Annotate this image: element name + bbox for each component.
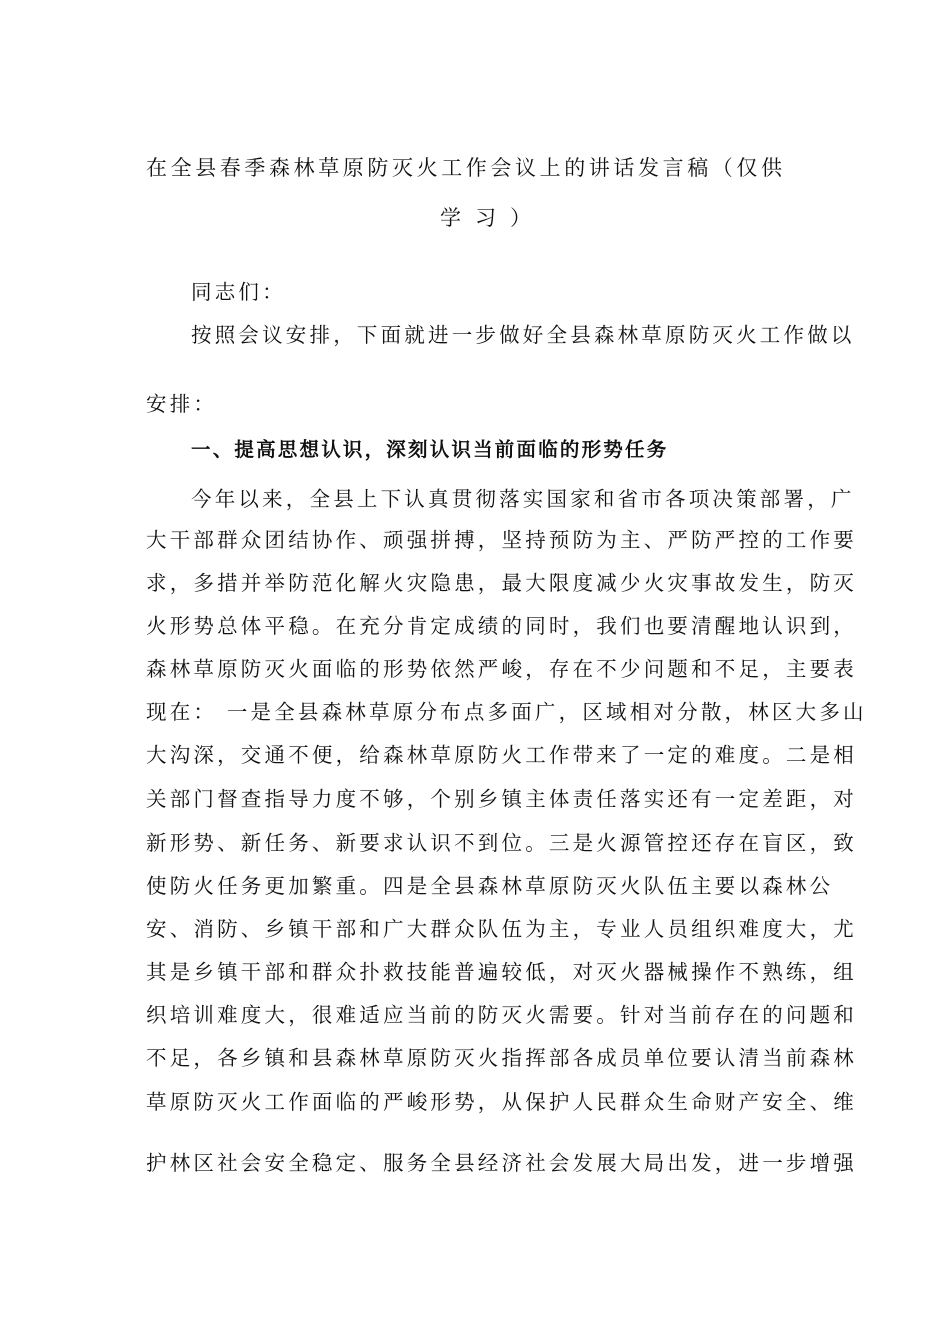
- document-title-line1: 在全县春季森林草原防灭火工作会议上的讲话发言稿（仅供: [146, 156, 786, 180]
- body-line: 大干部群众团结协作、顽强拼搏，坚持预防为主、严防严控的工作要: [146, 528, 857, 552]
- body-line: 护林区社会安全稳定、服务全县经济社会发展大局出发，进一步增强: [146, 1151, 857, 1175]
- body-line: 求，多措并举防范化解火灾隐患，最大限度减少火灾事故发生，防灭: [146, 571, 857, 595]
- body-line: 火形势总体平稳。在充分肯定成绩的同时，我们也要清醒地认识到，: [146, 614, 857, 638]
- body-line: 森林草原防灭火面临的形势依然严峻，存在不少问题和不足，主要表: [146, 657, 857, 681]
- body-line: 安、消防、乡镇干部和广大群众队伍为主，专业人员组织难度大，尤: [146, 917, 857, 941]
- body-line: 不足，各乡镇和县森林草原防灭火指挥部各成员单位要认清当前森林: [146, 1046, 857, 1070]
- document-title-line2: 学习）: [440, 206, 545, 230]
- body-line: 今年以来，全县上下认真贯彻落实国家和省市各项决策部署，广: [191, 487, 855, 511]
- body-line: 新形势、新任务、新要求认识不到位。三是火源管控还存在盲区，致: [146, 831, 857, 855]
- body-line: 织培训难度大，很难适应当前的防灭火需要。针对当前存在的问题和: [146, 1003, 857, 1027]
- intro-paragraph-line1: 按照会议安排，下面就进一步做好全县森林草原防灭火工作做以: [191, 323, 855, 347]
- intro-paragraph-line2: 安排：: [146, 392, 218, 416]
- salutation: 同志们：: [191, 280, 286, 304]
- body-line: 现在： 一是全县森林草原分布点多面广，区域相对分散，林区大多山: [146, 700, 867, 724]
- body-line: 关部门督查指导力度不够，个别乡镇主体责任落实还有一定差距，对: [146, 787, 857, 811]
- body-line: 草原防灭火工作面临的严峻形势，从保护人民群众生命财产安全、维: [146, 1090, 857, 1114]
- section-heading: 一、提高思想认识，深刻认识当前面临的形势任务: [191, 438, 669, 461]
- body-line: 其是乡镇干部和群众扑救技能普遍较低，对灭火器械操作不熟练，组: [146, 960, 857, 984]
- body-line: 大沟深，交通不便，给森林草原防火工作带来了一定的难度。二是相: [146, 743, 857, 767]
- body-line: 使防火任务更加繁重。四是全县森林草原防灭火队伍主要以森林公: [146, 874, 834, 898]
